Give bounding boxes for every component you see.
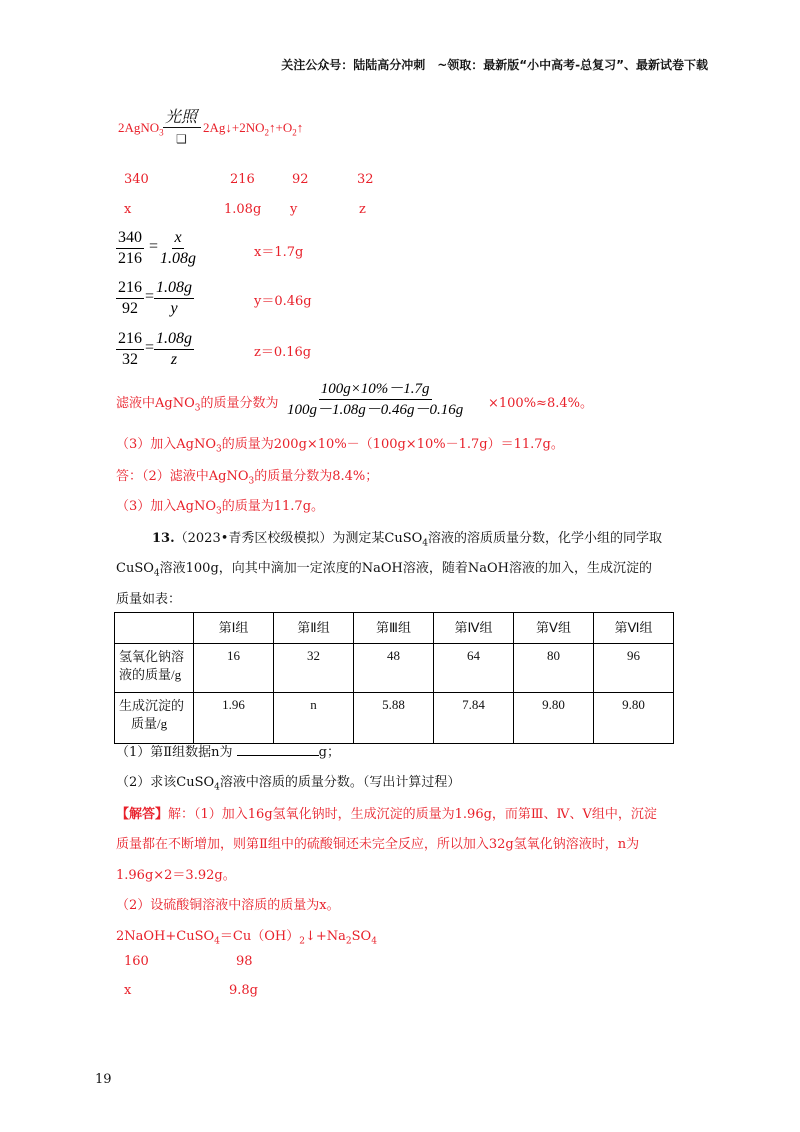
- equals-sign: =: [145, 339, 155, 356]
- sub-question-2: （2）求该CuSO$_4$溶液中溶质的质量分数。（写出计算过程）: [116, 775, 461, 793]
- table-cell: 64: [434, 644, 514, 693]
- table-header-cell: 第Ⅰ组: [194, 613, 274, 644]
- row-label: 氢氧化钠溶 液的质量/g: [115, 644, 194, 693]
- fraction-left-3: $\frac{216}{32}$: [118, 330, 142, 368]
- row-label: 生成沉淀的 质量/g: [115, 693, 194, 744]
- table-row: [115, 693, 674, 744]
- mass-value: 340: [124, 172, 149, 187]
- table-row: [115, 644, 674, 693]
- variable-value: x: [124, 202, 132, 217]
- page-number: 19: [95, 1072, 112, 1087]
- mass-value: 32: [357, 172, 374, 187]
- table-cell: 48: [354, 644, 434, 693]
- table-header-cell: 第Ⅱ组: [274, 613, 354, 644]
- variable-value: 1.08g: [224, 202, 262, 217]
- result-x: x＝1.7g: [254, 245, 304, 260]
- sub-question-1: （1）第Ⅱ组数据n为 g；: [116, 745, 340, 760]
- answer-blank: [237, 743, 319, 756]
- answer-3: （3）加入AgNO$_3$的质量为11.7g。: [116, 499, 325, 517]
- mass-value: 98: [236, 954, 253, 969]
- fraction-right-3: $\frac{1.08g}{z}$: [156, 330, 192, 368]
- table-cell: n: [274, 693, 354, 744]
- equals-sign: =: [149, 238, 159, 255]
- table-header-cell: [115, 613, 194, 644]
- solution-line-1: 【解答】解：（1）加入16g氢氧化钠时，生成沉淀的质量为1.96g，而第Ⅲ、Ⅳ、Ⅴ组中，沉淀: [116, 807, 657, 822]
- problem-13-line-2: CuSO$_4$溶液100g，向其中滴加一定浓度的NaOH溶液，随着NaOH溶液的加入，生成沉淀的: [116, 561, 653, 579]
- filtrate-fraction-tail: ×100%≈8.4%。: [488, 396, 593, 411]
- table-cell: 5.88: [354, 693, 434, 744]
- table-cell: 9.80: [594, 693, 674, 744]
- problem-13-line-1: 13.（2023•青秀区校级模拟）为测定某CuSO$_4$溶液的溶质质量分数，化学小组的同学取: [152, 531, 663, 549]
- fraction-left-2: $\frac{216}{92}$: [118, 279, 142, 317]
- variable-value: 9.8g: [229, 983, 258, 998]
- result-z: z＝0.16g: [254, 345, 312, 360]
- variable-value: z: [359, 202, 366, 217]
- q3-calculation: （3）加入AgNO$_3$的质量为200g×10%－（100g×10%－1.7g）＝11.7g。: [116, 437, 564, 455]
- mass-value: 92: [292, 172, 309, 187]
- equals-sign: =: [145, 288, 155, 305]
- answer-2: 答：（2）滤液中AgNO$_3$的质量分数为8.4%；: [116, 469, 379, 487]
- table-header-row: [115, 613, 674, 644]
- solution-line-2: 质量都在不断增加，则第Ⅱ组中的硫酸铜还未完全反应，所以加入32g氢氧化钠溶液时，n为: [116, 837, 640, 852]
- reaction-equation-2: $2NaOH+CuSO_4=Cu(OH)_2↓+Na_2SO_4$: [116, 929, 377, 947]
- table-header-cell: 第Ⅲ组: [354, 613, 434, 644]
- table-cell: 7.84: [434, 693, 514, 744]
- table-cell: 9.80: [514, 693, 594, 744]
- table-cell: 1.96: [194, 693, 274, 744]
- table-header-cell: 第Ⅳ组: [434, 613, 514, 644]
- table-cell: 80: [514, 644, 594, 693]
- variable-value: x: [124, 983, 132, 998]
- solution-line-3: 1.96g×2＝3.92g。: [116, 868, 236, 883]
- fraction-right-2: $\frac{1.08g}{y}$: [156, 279, 192, 317]
- problem-13-line-3: 质量如表：: [116, 592, 182, 607]
- light-condition-label: 光照: [165, 107, 198, 126]
- page-header: 关注公众号：陆陆高分冲刺 ~领取：最新版“小中高考-总复习”、最新试卷下载: [281, 58, 708, 72]
- reaction-products-1: $2Ag↓+2NO_2↑+O_2↑$: [203, 120, 304, 138]
- table-header-cell: 第Ⅵ组: [594, 613, 674, 644]
- placeholder-box-icon: ❑: [176, 132, 187, 146]
- solution-line-4: （2）设硫酸铜溶液中溶质的质量为x。: [116, 898, 340, 913]
- table-cell: 16: [194, 644, 274, 693]
- result-y: y＝0.46g: [254, 294, 312, 309]
- mass-value: 216: [230, 172, 255, 187]
- table-cell: 32: [274, 644, 354, 693]
- reaction-arrow-line: [163, 127, 201, 128]
- data-table: [114, 612, 674, 744]
- fraction-left-1: $\frac{340}{216}$: [118, 229, 142, 267]
- table-header-cell: 第Ⅴ组: [514, 613, 594, 644]
- fraction-right-1: $\frac{x}{1.08g}$: [160, 229, 196, 267]
- filtrate-fraction-lead: 滤液中AgNO$_3$的质量分数为: [116, 396, 279, 414]
- mass-value: 160: [124, 954, 149, 969]
- table-cell: 96: [594, 644, 674, 693]
- filtrate-fraction: $\frac{100g\times 10\%-1.7g}{100g-1.08g-0.46g-0.16g}$: [287, 381, 464, 418]
- reaction-equation-1: 2AgNO$_3$: [118, 120, 164, 138]
- variable-value: y: [290, 202, 298, 217]
